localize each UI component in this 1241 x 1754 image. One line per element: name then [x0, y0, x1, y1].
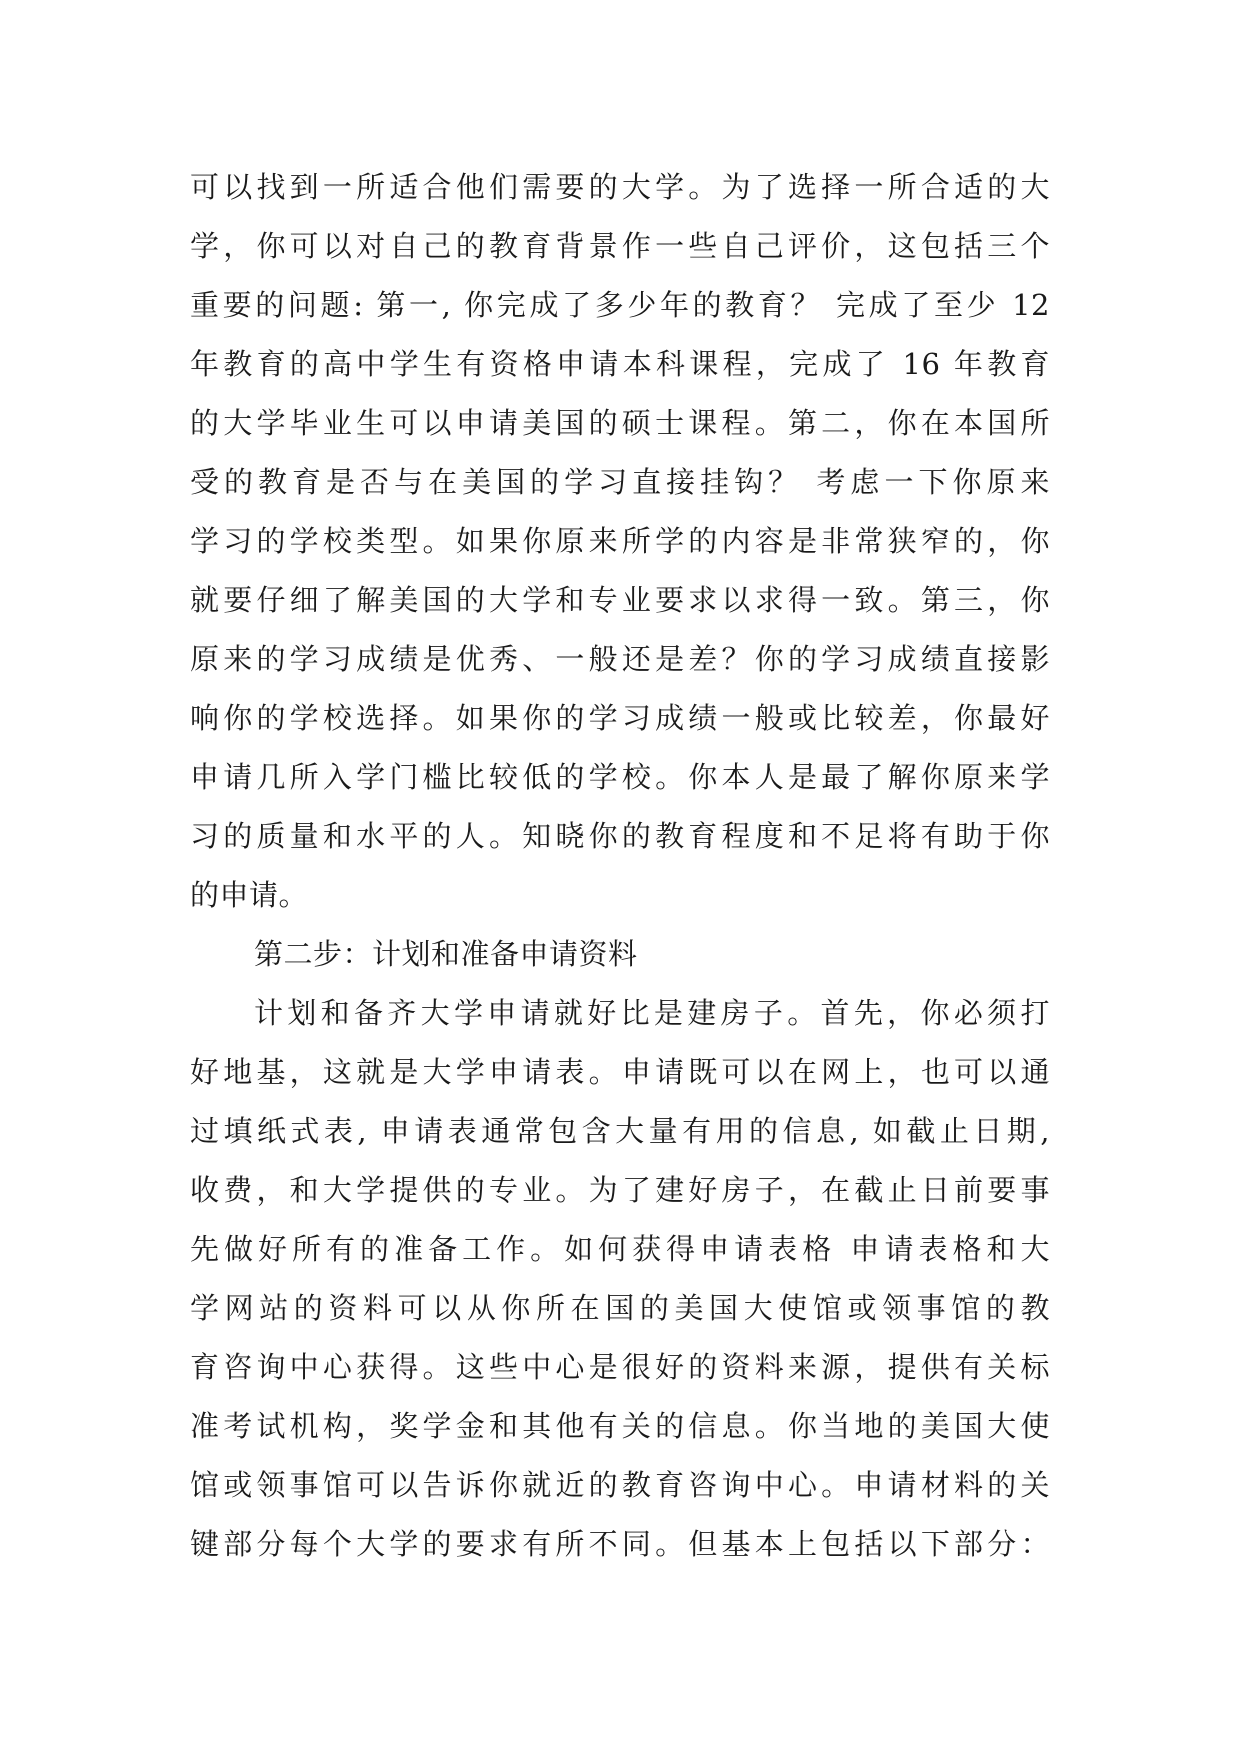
text-line: 响你的学校选择。如果你的学习成绩一般或比较差，你最好: [190, 701, 1050, 735]
text-line: 年教育的高中学生有资格申请本科课程，完成了 16 年教育: [190, 347, 1050, 381]
text-line: 学网站的资料可以从你所在国的美国大使馆或领事馆的教: [190, 1291, 1050, 1325]
text-line: 育咨询中心获得。这些中心是很好的资料来源，提供有关标: [190, 1350, 1050, 1384]
text-line: 的大学毕业生可以申请美国的硕士课程。第二，你在本国所: [190, 406, 1050, 440]
text-line: 重要的问题: 第一, 你完成了多少年的教育？ 完成了至少 12: [190, 288, 1050, 322]
text-line: 好地基，这就是大学申请表。申请既可以在网上，也可以通: [190, 1055, 1050, 1089]
text-line: 键部分每个大学的要求有所不同。但基本上包括以下部分：: [190, 1527, 1050, 1561]
text-line: 受的教育是否与在美国的学习直接挂钩？ 考虑一下你原来: [190, 465, 1050, 499]
text-line: 申请几所入学门槛比较低的学校。你本人是最了解你原来学: [190, 760, 1050, 794]
section-heading: 第二步：计划和准备申请资料: [254, 937, 638, 971]
text-line: 收费，和大学提供的专业。为了建好房子，在截止日前要事: [190, 1173, 1050, 1207]
text-line: 馆或领事馆可以告诉你就近的教育咨询中心。申请材料的关: [190, 1468, 1050, 1502]
body-text: [190, 158, 1050, 1574]
text-line: 就要仔细了解美国的大学和专业要求以求得一致。第三，你: [190, 583, 1050, 617]
paragraph-first-line: 计划和备齐大学申请就好比是建房子。首先，你必须打: [254, 996, 1050, 1030]
text-line: 原来的学习成绩是优秀、一般还是差？你的学习成绩直接影: [190, 642, 1050, 676]
text-line: 习的质量和水平的人。知晓你的教育程度和不足将有助于你: [190, 819, 1050, 853]
paragraph-end-line: 的申请。: [190, 878, 309, 912]
text-line: 准考试机构，奖学金和其他有关的信息。你当地的美国大使: [190, 1409, 1050, 1443]
text-line: 先做好所有的准备工作。如何获得申请表格 申请表格和大: [190, 1232, 1050, 1266]
text-line: 过填纸式表, 申请表通常包含大量有用的信息, 如截止日期,: [190, 1114, 1050, 1148]
text-line: 学习的学校类型。如果你原来所学的内容是非常狭窄的，你: [190, 524, 1050, 558]
text-line: 学，你可以对自己的教育背景作一些自己评价，这包括三个: [190, 229, 1050, 263]
text-line: 可以找到一所适合他们需要的大学。为了选择一所合适的大: [190, 170, 1050, 204]
